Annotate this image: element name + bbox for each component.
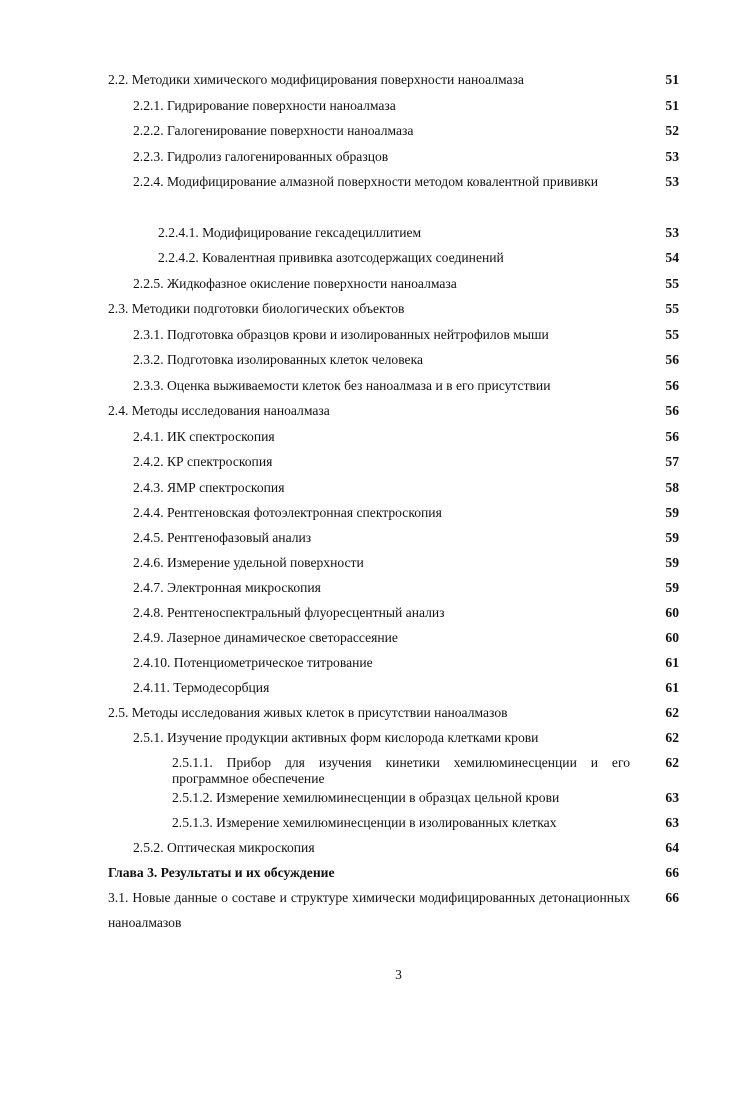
toc-entry-text: 2.3. Методики подготовки биологических объектов <box>108 301 405 316</box>
toc-entry-page: 55 <box>665 276 679 291</box>
toc-entry-text: 3.1. Новые данные о составе и структуре химически модифицированных детонационных наноалмазов <box>108 890 630 930</box>
toc-entry-text: 2.5.1.3. Измерение хемилюминесценции в изолированных клетках <box>172 815 557 830</box>
toc-entry-page: 66 <box>665 865 679 880</box>
toc-entry-page: 54 <box>665 250 679 265</box>
toc-entry-page: 62 <box>665 755 679 770</box>
toc-entry-text: 2.5.2. Оптическая микроскопия <box>133 840 315 855</box>
toc-entry-page: 61 <box>665 655 679 670</box>
toc-entry-text: 2.2.4. Модифицирование алмазной поверхности методом ковалентной прививки <box>133 174 598 189</box>
toc-entry-text: 2.2.5. Жидкофазное окисление поверхности наноалмаза <box>133 276 457 291</box>
toc-entry-text: 2.5.1.2. Измерение хемилюминесценции в образцах цельной крови <box>172 790 560 805</box>
toc-entry-page: 52 <box>665 123 679 138</box>
toc-entry-page: 57 <box>665 454 679 469</box>
toc-entry-page: 56 <box>665 352 679 367</box>
toc-entry-page: 55 <box>665 301 679 316</box>
toc-entry-text: 2.4.1. ИК спектроскопия <box>133 429 275 444</box>
toc-entry-page: 60 <box>665 605 679 620</box>
toc-entry-text: 2.4.4. Рентгеновская фотоэлектронная спектроскопия <box>133 505 442 520</box>
toc-entry-text: 2.4.11. Термодесорбция <box>133 680 270 695</box>
toc-entry-page: 59 <box>665 505 679 520</box>
toc-entry-page: 63 <box>665 815 679 830</box>
toc-entry-page: 61 <box>665 680 679 695</box>
toc-entry-text: 2.5.1.1. Прибор для изучения кинетики хемилюминесценции и его программное обеспечение <box>172 755 630 786</box>
toc-entry-text: 2.2.2. Галогенирование поверхности наноалмаза <box>133 123 414 138</box>
toc-entry-page: 53 <box>665 225 679 240</box>
toc-entry-text: 2.4.9. Лазерное динамическое светорассеяние <box>133 630 398 645</box>
toc-entry-page: 58 <box>665 480 679 495</box>
toc-entry-text: 2.3.2. Подготовка изолированных клеток человека <box>133 352 424 367</box>
toc-entry-text: 2.4.10. Потенциометрическое титрование <box>133 655 373 670</box>
toc-entry-page: 55 <box>665 327 679 342</box>
toc-entry-page: 64 <box>665 840 679 855</box>
toc-entry-page: 53 <box>665 149 679 164</box>
toc-entry-text: 2.3.1. Подготовка образцов крови и изолированных нейтрофилов мыши <box>133 327 549 342</box>
page-number: 3 <box>395 967 402 982</box>
toc-entry-page: 62 <box>665 730 679 745</box>
toc-entry-text: 2.4.7. Электронная микроскопия <box>133 580 321 595</box>
toc-entry-text: 2.4.2. КР спектроскопия <box>133 454 273 469</box>
toc-entry-text: 2.4.6. Измерение удельной поверхности <box>133 555 364 570</box>
toc-entry-text: 2.2.4.1. Модифицирование гексадециллитием <box>158 225 422 240</box>
toc-entry-text: 2.4.8. Рентгеноспектральный флуоресцентный анализ <box>133 605 445 620</box>
toc-entry-page: 63 <box>665 790 679 805</box>
toc-entry-text: 2.2. Методики химического модифицирования поверхности наноалмаза <box>108 72 524 87</box>
toc-entry-text: Глава 3. Результаты и их обсуждение <box>108 865 335 880</box>
toc-entry-text: 2.2.4.2. Ковалентная прививка азотсодержащих соединений <box>158 250 504 265</box>
toc-entry-page: 56 <box>665 378 679 393</box>
toc-entry-page: 59 <box>665 530 679 545</box>
toc-entry-page: 56 <box>665 403 679 418</box>
toc-entry-text: 2.4.3. ЯМР спектроскопия <box>133 480 285 495</box>
toc-entry-page: 51 <box>665 72 679 87</box>
toc-entry-text: 2.2.3. Гидролиз галогенированных образцов <box>133 149 389 164</box>
toc-entry-text: 2.5. Методы исследования живых клеток в присутствии наноалмазов <box>108 705 508 720</box>
toc-entry-text: 2.4.5. Рентгенофазовый анализ <box>133 530 312 545</box>
toc-entry-text: 2.4. Методы исследования наноалмаза <box>108 403 330 418</box>
toc-entry-page: 62 <box>665 705 679 720</box>
toc-entry-text: 2.3.3. Оценка выживаемости клеток без наноалмаза и в его присутствии <box>133 378 551 393</box>
toc-entry-text: 2.5.1. Изучение продукции активных форм кислорода клетками крови <box>133 730 539 745</box>
toc-entry-page: 51 <box>665 98 679 113</box>
toc-entry-page: 59 <box>665 580 679 595</box>
toc-entry-page: 66 <box>665 890 679 905</box>
toc-entry-text: 2.2.1. Гидрирование поверхности наноалмаза <box>133 98 396 113</box>
toc-entry-page: 60 <box>665 630 679 645</box>
toc-entry-page: 59 <box>665 555 679 570</box>
toc-entry-page: 56 <box>665 429 679 444</box>
toc-entry-page: 53 <box>665 174 679 189</box>
